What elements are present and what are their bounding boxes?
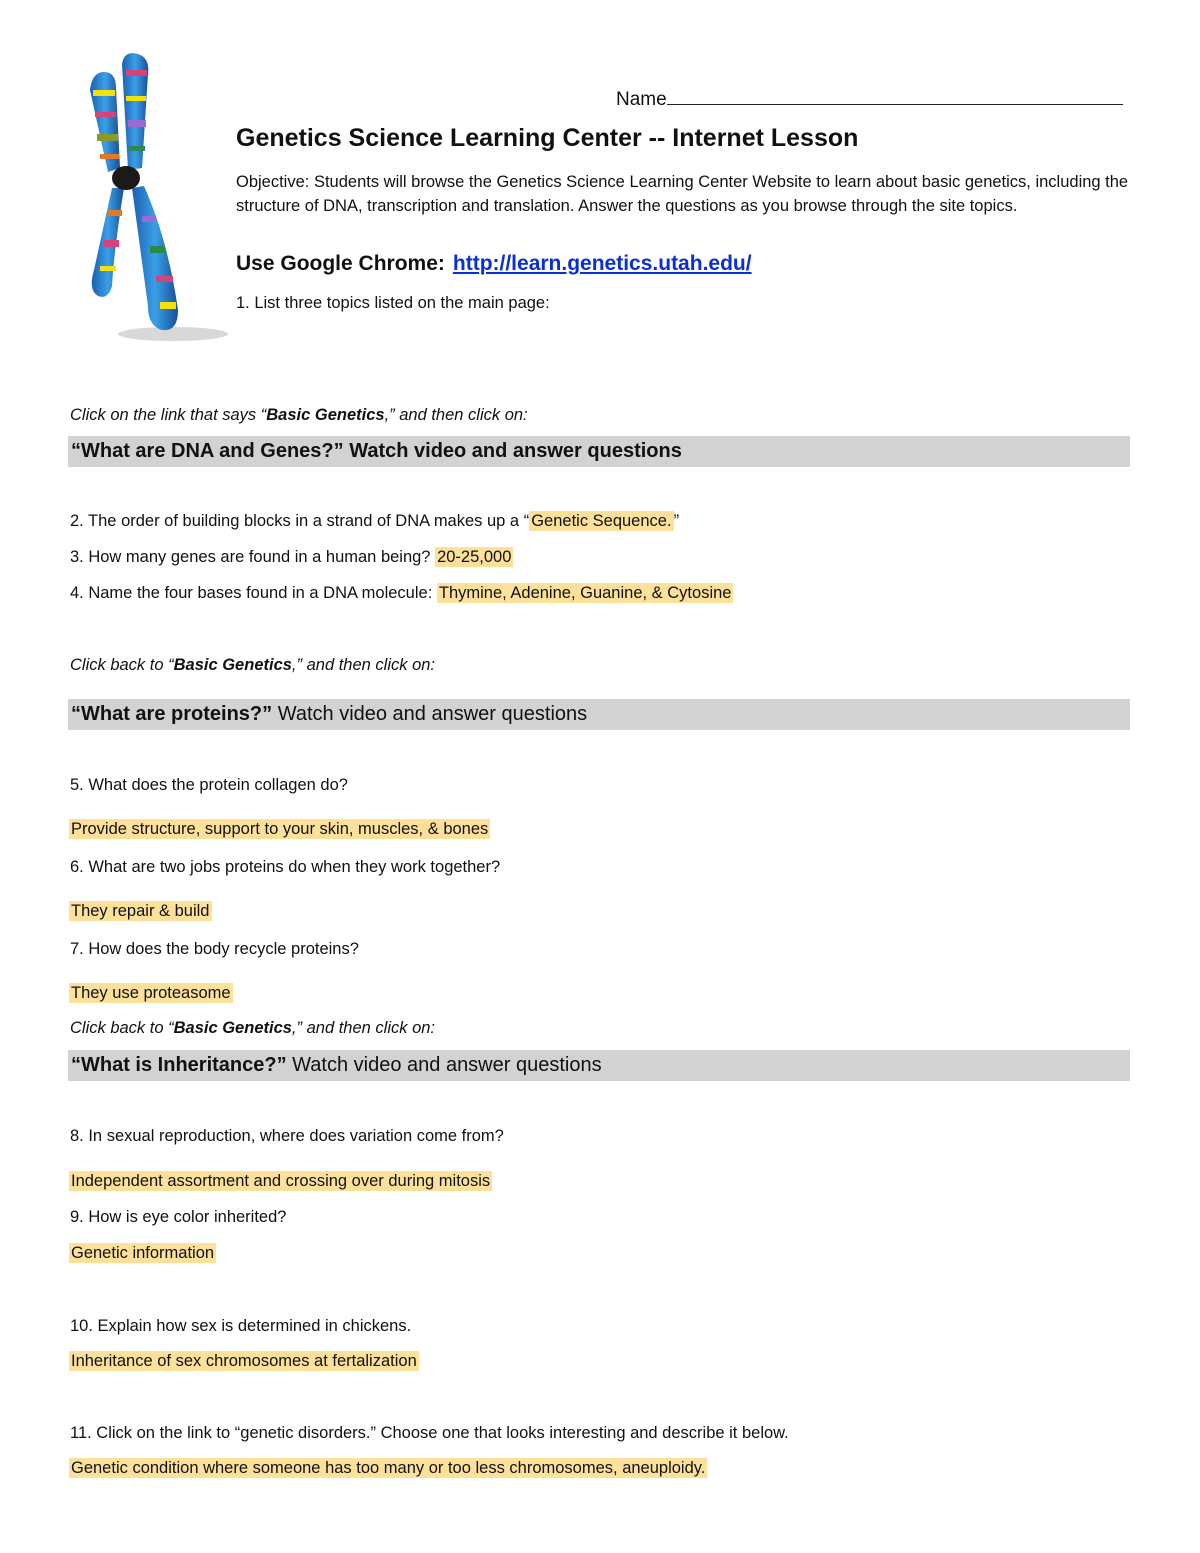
- question-2: 2. The order of building blocks in a strand of DNA makes up a “ Genetic Sequence. ”: [70, 512, 680, 530]
- answer-11: Genetic condition where someone has too many or too less chromosomes, aneuploidy.: [71, 1459, 706, 1477]
- question-8: 8. In sexual reproduction, where does variation come from?: [70, 1127, 504, 1145]
- lesson-url-link[interactable]: http://learn.genetics.utah.edu/: [452, 252, 752, 275]
- answer-10: Inheritance of sex chromosomes at fertalization: [71, 1352, 417, 1370]
- question-1: 1. List three topics listed on the main page:: [236, 294, 550, 312]
- question-6: 6. What are two jobs proteins do when they work together?: [70, 858, 501, 876]
- section2-instruction: Click back to “Basic Genetics,” and then click on:: [70, 656, 435, 674]
- question-3: 3. How many genes are found in a human being? 20-25,000: [70, 548, 512, 566]
- name-blank-line[interactable]: [667, 84, 1123, 105]
- answer-9: Genetic information: [71, 1244, 215, 1262]
- name-field[interactable]: [616, 84, 1123, 111]
- answer-8: Independent assortment and crossing over during mitosis: [71, 1172, 491, 1190]
- name-label: Name: [616, 89, 667, 110]
- answer-3: 20-25,000: [437, 548, 512, 566]
- chromosome-image: [78, 50, 228, 350]
- section1-instruction: Click on the link that says “Basic Genetics,” and then click on:: [70, 406, 528, 424]
- chrome-label: Use Google Chrome:: [236, 252, 445, 275]
- section1-heading: “What are DNA and Genes?” Watch video and answer questions: [68, 436, 1130, 467]
- question-10: 10. Explain how sex is determined in chickens.: [70, 1317, 412, 1335]
- page-title: Genetics Science Learning Center -- Internet Lesson: [236, 124, 859, 152]
- answer-2: Genetic Sequence.: [531, 512, 672, 530]
- section3-heading: “What is Inheritance?” Watch video and answer questions: [68, 1050, 1130, 1081]
- answer-4: Thymine, Adenine, Guanine, & Cytosine: [438, 584, 732, 602]
- question-4: 4. Name the four bases found in a DNA molecule: Thymine, Adenine, Guanine, & Cytosine: [70, 584, 732, 602]
- question-9: 9. How is eye color inherited?: [70, 1208, 287, 1226]
- answer-6: They repair & build: [71, 902, 210, 920]
- browser-instruction: [236, 252, 752, 276]
- objective-text: Objective: Students will browse the Genetics Science Learning Center Website to learn about basic genetics, including the structure of DNA, transcription and translation. Answer the questions as you browse through the site topics.: [236, 173, 1129, 215]
- question-7: 7. How does the body recycle proteins?: [70, 940, 359, 958]
- answer-7: They use proteasome: [71, 984, 231, 1002]
- section3-instruction: Click back to “Basic Genetics,” and then click on:: [70, 1019, 435, 1037]
- section2-heading: “What are proteins?” Watch video and answer questions: [68, 699, 1130, 730]
- question-11: 11. Click on the link to “genetic disorders.” Choose one that looks interesting and describe it below.: [70, 1424, 789, 1442]
- question-5: 5. What does the protein collagen do?: [70, 776, 348, 794]
- answer-5: Provide structure, support to your skin, muscles, & bones: [71, 820, 489, 838]
